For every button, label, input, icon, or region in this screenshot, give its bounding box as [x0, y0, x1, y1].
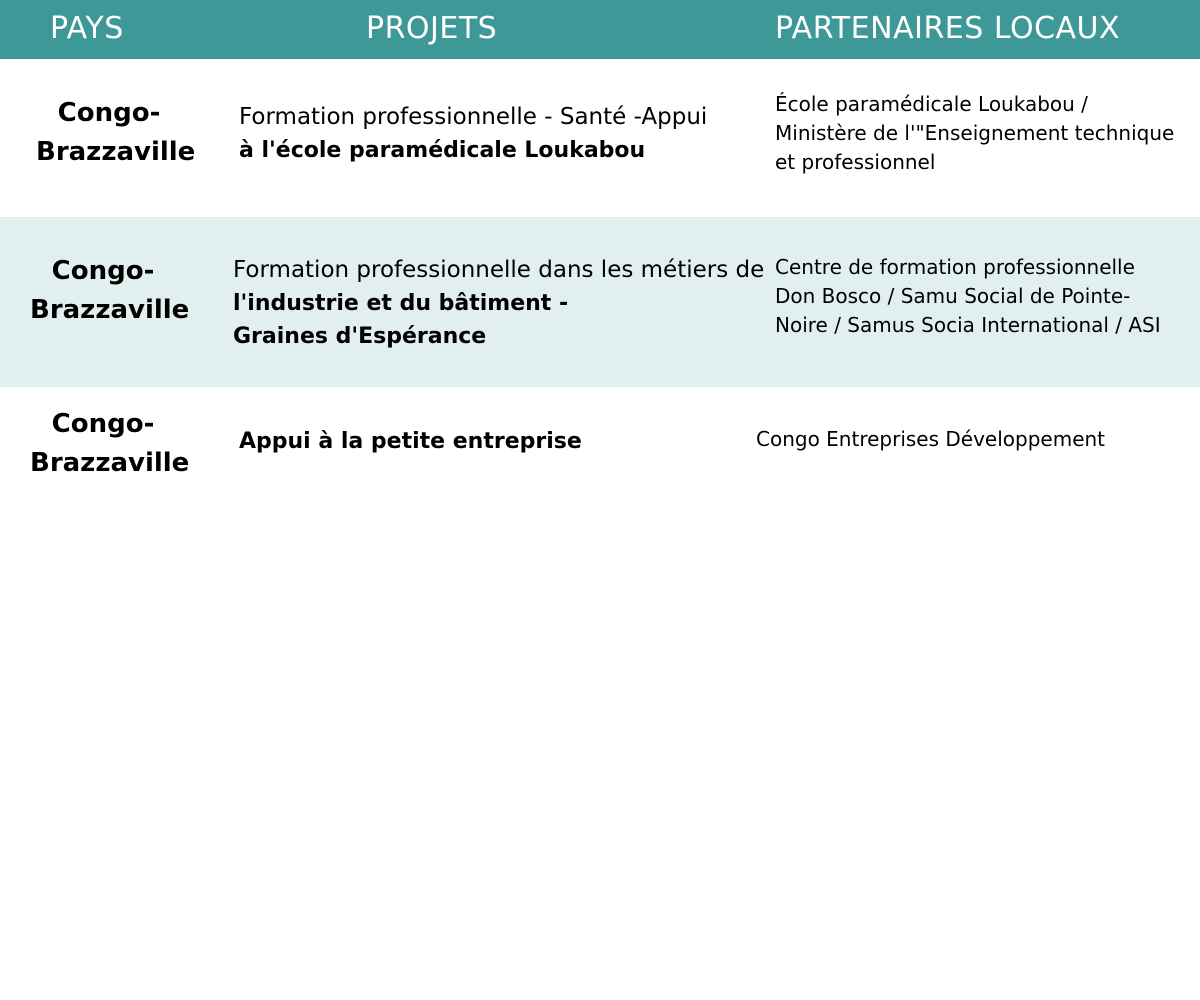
header-pays: PAYS [50, 11, 124, 46]
partner-line: Noire / Samus Socia International / ASI [775, 313, 1161, 337]
table-row [0, 217, 1200, 387]
country-line: Congo- [51, 409, 155, 439]
partner-cell [756, 425, 1105, 454]
partner-line: Don Bosco / Samu Social de Pointe- [775, 284, 1131, 308]
partner-line: Centre de formation professionnelle [775, 255, 1135, 279]
project-title-bold: l'industrie et du bâtiment - [233, 291, 569, 316]
table-row [0, 59, 1200, 217]
country-line: Brazzaville [30, 448, 190, 478]
country-line: Brazzaville [30, 295, 190, 325]
country-line: Brazzaville [36, 137, 196, 167]
header-partenaires-locaux: PARTENAIRES LOCAUX [775, 11, 1121, 46]
country-line: Congo- [57, 98, 161, 128]
partner-line: Ministère de l'"Enseignement technique [775, 121, 1175, 145]
project-title: Formation professionnelle dans les métiers de [233, 257, 765, 283]
partner-cell [775, 90, 1174, 177]
partner-line: et professionnel [775, 150, 936, 174]
table-header [0, 0, 1200, 59]
partner-line: École paramédicale Loukabou / [775, 92, 1088, 116]
project-title-bold: Appui à la petite entreprise [239, 429, 582, 454]
header-projets: PROJETS [366, 11, 498, 46]
project-cell [239, 425, 582, 458]
country-cell [30, 252, 190, 330]
project-title-bold: Graines d'Espérance [233, 324, 487, 349]
country-cell [36, 94, 196, 172]
country-line: Congo- [51, 256, 155, 286]
project-title-bold: à l'école paramédicale Loukabou [239, 138, 646, 163]
project-cell [233, 254, 764, 353]
partner-line: Congo Entreprises Développement [756, 427, 1106, 451]
table-row [0, 387, 1200, 507]
project-title: Formation professionnelle - Santé -Appui [239, 104, 708, 130]
project-cell [239, 101, 707, 167]
partner-cell [775, 253, 1161, 340]
country-cell [30, 405, 190, 483]
